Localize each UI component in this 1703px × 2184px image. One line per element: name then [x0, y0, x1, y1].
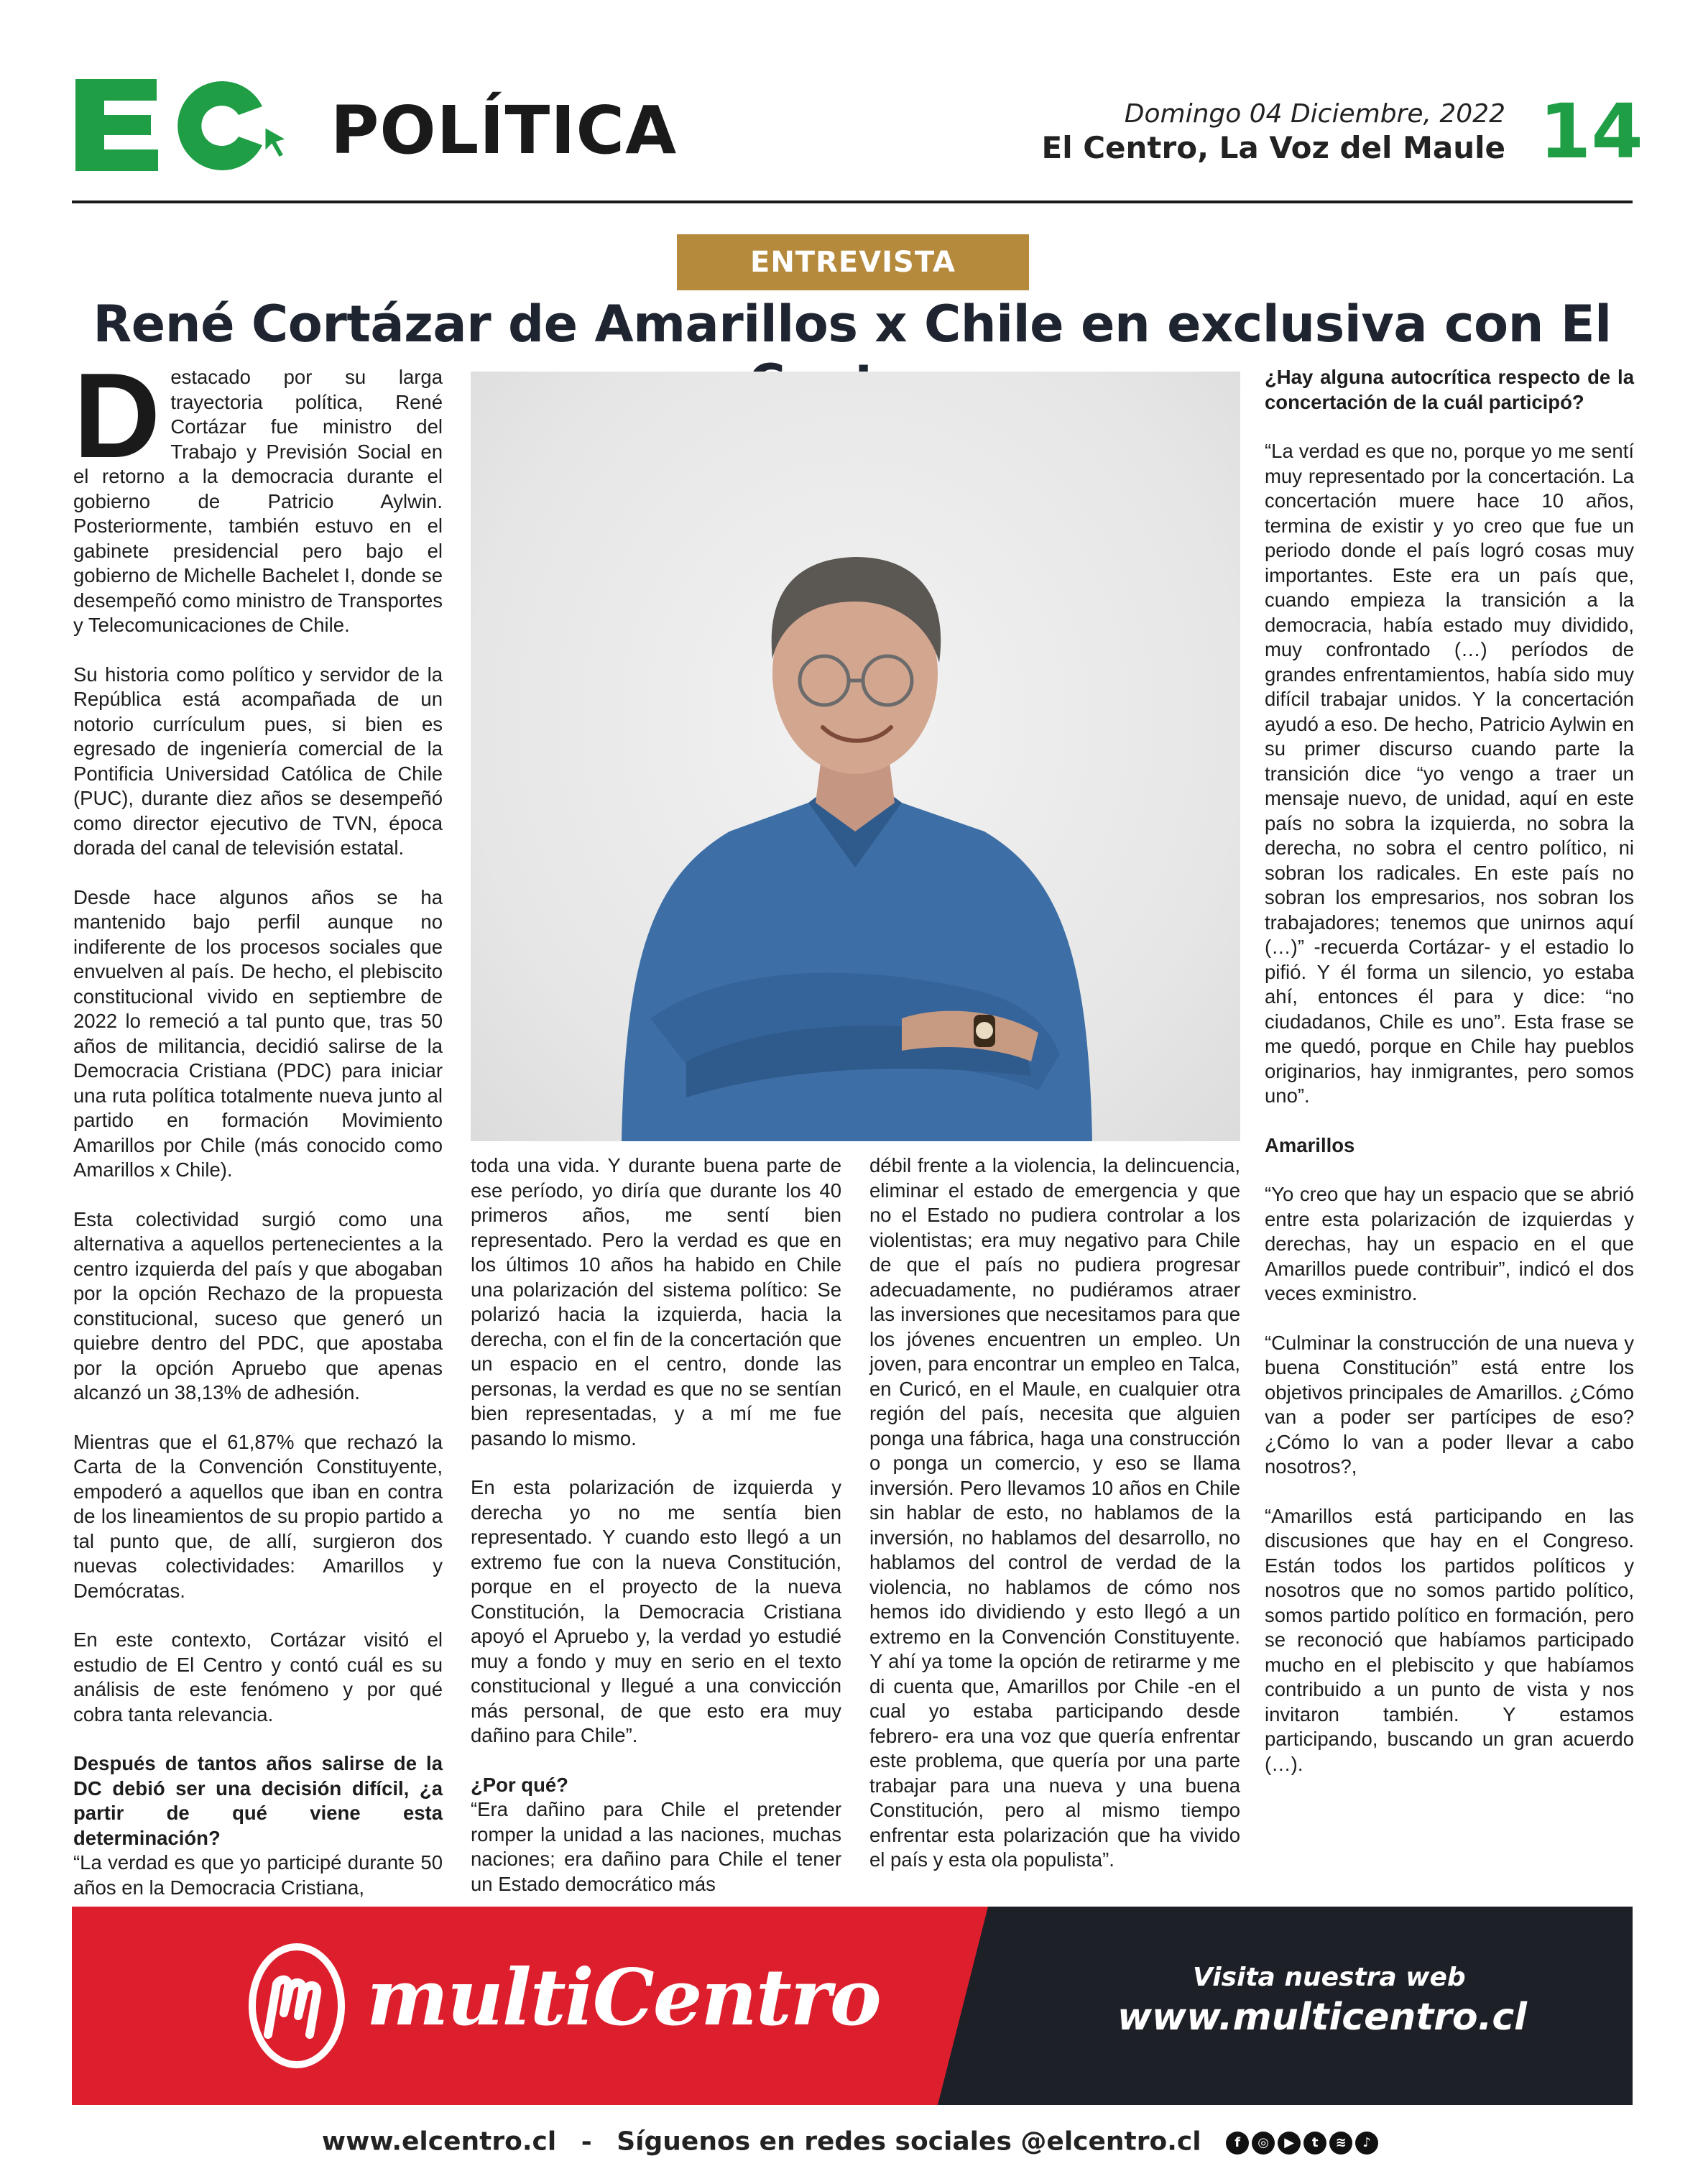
multicentro-logo-icon [246, 1941, 347, 2070]
paragraph: Su historia como político y servidor de la República está acompañada de un notorio currículum pues, si bien es egresado de ingeniería comercial de la Pontificia Universidad Católica de Chile (PUC), durante diez años se desempeñó como director ejecutivo de TVN, época dorada del canal de televisión estatal. [73, 663, 443, 859]
paragraph: Mientras que el 61,87% que rechazó la Carta de la Convención Constituyente, empoderó a aquellos que iban en contra de los lineamientos de su propio partido a tal punto que, de allí, surgieron dos nuevas colectividades: Amarillos y Demócratas. [73, 1430, 443, 1602]
header-divider [72, 201, 1633, 203]
tiktok-icon[interactable]: ♪ [1355, 2132, 1378, 2155]
interview-question: ¿Hay alguna autocrítica respecto de la concertación de la cuál participó? [1265, 366, 1634, 413]
article-column-2 [471, 1153, 841, 1897]
multicentro-ad-banner[interactable] [72, 1907, 1633, 2105]
masthead-info [1042, 99, 1505, 165]
section-title: POLÍTICA [331, 92, 678, 169]
paragraph: Desde hace algunos años se ha mantenido bajo perfil aunque no indiferente de los procesos sociales que envuelven al país. De hecho, el plebiscito constitucional vivido en septiembre de 2022 lo remeció a tal punto que, tras 50 años de militancia, decidió salirse de la Democracia Cristiana (PDC) para iniciar una ruta política totalmente nueva junto al partido en formación Movimiento Amarillos por Chile (más conocido como Amarillos x Chile). [73, 885, 443, 1181]
page-footer [0, 2126, 1703, 2157]
facebook-icon[interactable]: f [1226, 2132, 1249, 2155]
paragraph: En este contexto, Cortázar visitó el estudio de El Centro y contó cuál es su análisis de este fenómeno y por qué cobra tanta relevancia. [73, 1628, 443, 1725]
paragraph: toda una vida. Y durante buena parte de ese período, yo diría que durante los 40 primeros años, me sentí bien representado. Pero la verdad es que en los últimos 10 años ha habido en Chile una polarización del sistema político: Se polarizó hacia la izquierda, hacia la derecha, con el fin de la concertación que un espacio en el centro, donde las personas, la verdad es que no se sentían bien representadas, y a mí me fue pasando lo mismo. [471, 1154, 841, 1450]
paragraph: En esta polarización de izquierda y derecha yo no me sentía bien representado. Y cuando esto llegó a un extremo fue con la nueva Constitución, porque en el proyecto de la nueva Constitución, la Democracia Cristiana apoyó el Apruebo y, la verdad yo estudié muy a fondo y muy en serio en el texto constitucional y llegué a una convicción más personal, de que esto era muy dañino para Chile”. [471, 1476, 841, 1746]
newspaper-logo [72, 70, 302, 178]
paragraph: Esta colectividad surgió como una alternativa a aquellos pertenecientes a la centro izquierda del país y que abogaban por la opción Rechazo de la propuesta constitucional, suceso que generó un quiebre dentro del PDC, que apostaba por la opción Apruebo que apenas alcanzó un 38,13% de adhesión. [73, 1207, 443, 1404]
paragraph: débil frente a la violencia, la delincuencia, eliminar el estado de emergencia y que no el Estado no pudiera controlar a los violentistas; era muy negativo para Chile de que el país no pudiera progresar adecuadamente, no pudiéramos atraer las inversiones que necesitamos para que los jóvenes encuentren un empleo. Un joven, para encontrar un empleo en Talca, en Curicó, en el Maule, en cualquier otra región del país, necesita que alguien ponga una fábrica, haga una construcción o ponga un comercio, y eso se llama inversión. Pero llevamos 10 años en Chile sin hablar de esto, no hablamos de la inversión, no hablamos del desarrollo, no hablamos del control de verdad de la violencia, no hablamos de cómo nos hemos ido dividiendo y esto llegó a un extremo en la Convención Constituyente. Y ahí ya tome la opción de retirarme y me di cuenta que, Amarillos por Chile -en el cual yo estaba participando desde febrero- era una voz que quería enfrentar este problema, que quería por una parte trabajar para una nueva y una buena Constitución, pero al mismo tiempo enfrentar esta polarización que ha vivido el país y esta ola populista”. [869, 1154, 1240, 1871]
paragraph: “Culminar la construcción de una nueva y buena Constitución” está entre los objetivos principales de Amarillos. ¿Cómo van a poder ser partícipes de eso? ¿Cómo lo van a poder llevar a cabo nosotros?, [1265, 1331, 1634, 1478]
ec-logo-mark [72, 70, 302, 178]
interview-answer: “La verdad es que no, porque yo me sentí muy representado por la concertación. La concertación muere hace 10 años, termina de existir y yo creo que fue un periodo donde el país logró cosas muy importantes. Este era un país que, cuando empieza la transición a la democracia, había estado muy dividido, muy confrontado (…) períodos de grandes enfrentamientos, había sido muy difícil trabajar unidos. Y la concertación ayudó a eso. De hecho, Patricio Aylwin en su primer discurso cuando parte la transición dice “yo vengo a traer un mensaje nuevo, de unidad, aquí en este país no sobra la izquierda, no sobra la derecha, no sobra el centro político, ni sobran los radicales. En este país no sobran los empresarios, nos sobran los trabajadores; tenemos que unirnos aquí (…)” -recuerda Cortázar- y el estadio lo pifió. Y él forma un silencio, yo estaba ahí, entonces él para y dice: “no ciudadanos, Chile es uno”. Esta frase se me quedó, porque en Chile hay pueblos originarios, hay inmigrantes, pero somos uno”. [1265, 440, 1634, 1107]
instagram-icon[interactable]: ◎ [1252, 2132, 1275, 2155]
interview-question: Después de tantos años salirse de la DC debió ser una decisión difícil, ¿a partir de qué viene esta determinación? [73, 1752, 443, 1849]
interview-answer: “Era dañino para Chile el pretender romper la unidad a las naciones, muchas naciones; era dañino para Chile el tener un Estado democrático más [471, 1798, 841, 1895]
article-headline: René Cortázar de Amarillos x Chile en exclusiva con El [93, 295, 1612, 354]
footer-social-label: Síguenos en redes sociales @elcentro.cl [617, 2127, 1201, 2157]
portrait-illustration [471, 372, 1240, 1141]
twitter-icon[interactable]: t [1303, 2132, 1326, 2155]
section-subhead: Amarillos [1265, 1133, 1355, 1156]
newspaper-name: El Centro, La Voz del Maule [1041, 130, 1505, 165]
social-icons [1226, 2127, 1381, 2157]
ad-website-link[interactable]: www.multicentro.cl [1117, 1996, 1527, 2039]
lead-paragraph [73, 348, 443, 638]
ad-visit-label: Visita nuestra web [1193, 1963, 1466, 1992]
spotify-icon[interactable]: ≋ [1329, 2132, 1352, 2155]
issue-date: Domingo 04 Diciembre, 2022 [1124, 99, 1505, 129]
article-kicker: ENTREVISTA [677, 234, 1029, 290]
article-column-3 [869, 1153, 1240, 1873]
interview-answer: “La verdad es que yo participé durante 50 años en la Democracia Cristiana, [73, 1851, 443, 1899]
article-column-1 [73, 348, 443, 1900]
paragraph: “Amarillos está participando en las discusiones que hay en el Congreso. Están todos los partidos políticos y nosotros que no somos partido político, somos partido político en formación, pero se reconoció que habíamos participado mucho en el plebiscito y que habíamos contribuido a un punto de vista y nos invitaron también. Y estamos participando, buscando un gran acuerdo (…). [1265, 1504, 1634, 1775]
paragraph: “Yo creo que hay un espacio que se abrió entre esta polarización de izquierdas y derechas, hay un espacio en el que Amarillos puede contribuir”, indicó el dos veces exministro. [1265, 1183, 1634, 1304]
ad-brand-name: multiCentro [366, 1953, 880, 2043]
lead-text: estacado por su larga trayectoria política, René Cortázar fue ministro del Trabajo y Previsión Social en el retorno a la democracia durante el gobierno de Patricio Aylwin. Posteriormente, también estuvo en el gabinete presidencial pero bajo el gobierno de Michelle Bachelet I, donde se desempeñó como ministro de Transportes y Telecomunicaciones de Chile. [73, 366, 443, 636]
youtube-icon[interactable]: ▶ [1278, 2132, 1301, 2155]
article-column-4 [1265, 365, 1634, 1777]
page-number: 14 [1539, 88, 1643, 175]
drop-cap: D [73, 348, 161, 483]
interviewee-photo [471, 372, 1240, 1141]
footer-site-link[interactable]: www.elcentro.cl [321, 2127, 557, 2157]
interview-question: ¿Por qué? [471, 1773, 568, 1796]
footer-separator: - [581, 2127, 592, 2157]
